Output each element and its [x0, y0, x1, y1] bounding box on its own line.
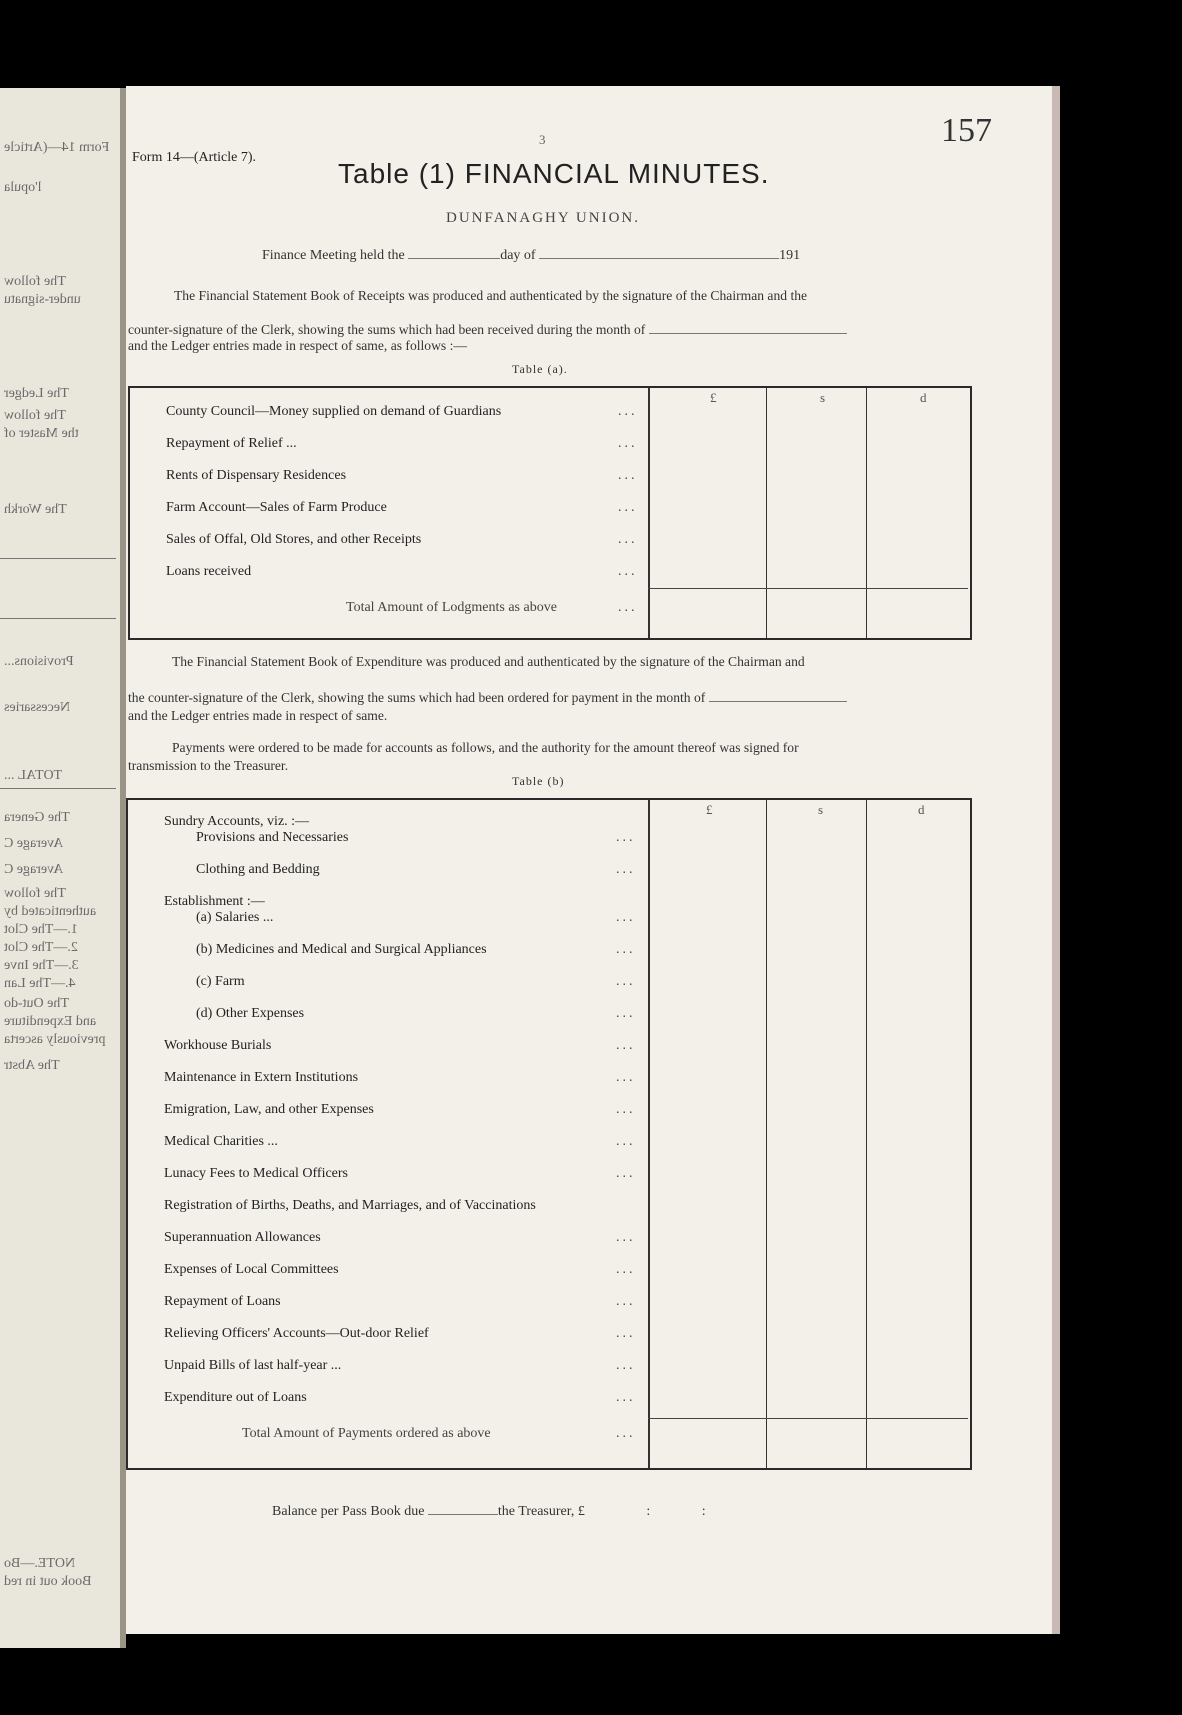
ghost-text: 1.—The Clot — [4, 922, 78, 937]
leader-dots: ... — [616, 830, 636, 845]
ghost-text: Necessaries — [4, 700, 71, 715]
expenditure-paragraph: The Financial Statement Book of Expenditure was produced and authenticated by the signature of the Chairman and — [172, 654, 805, 669]
balance-line — [272, 1504, 706, 1520]
pence-header: d — [918, 802, 925, 817]
payment-row: (a) Salaries ... — [196, 910, 274, 925]
receipts-paragraph: The Financial Statement Book of Receipts was produced and authenticated by the signature of the Chairman and the — [174, 288, 808, 303]
table-a — [128, 386, 972, 640]
leader-dots: ... — [618, 468, 638, 483]
payment-row: Sundry Accounts, viz. :— — [164, 814, 310, 829]
receipts-month-blank[interactable] — [649, 333, 847, 334]
ghost-rule — [0, 618, 116, 619]
leader-dots: ... — [618, 600, 638, 615]
expenditure-month-blank[interactable] — [709, 701, 847, 702]
payment-row: (d) Other Expenses — [196, 1006, 305, 1021]
payment-row: Superannuation Allowances — [164, 1230, 321, 1245]
column-divider — [648, 800, 650, 1468]
shillings-header: s — [820, 390, 826, 405]
meeting-year: 191 — [779, 248, 801, 263]
leader-dots: ... — [616, 1038, 636, 1053]
payment-row: Relieving Officers' Accounts—Out-door Relief — [164, 1326, 429, 1341]
payment-row: Unpaid Bills of last half-year ... — [164, 1358, 342, 1373]
payment-row: Expenses of Local Committees — [164, 1262, 339, 1277]
ghost-text: l'opula — [4, 180, 42, 195]
leader-dots: ... — [616, 1006, 636, 1021]
leader-dots: ... — [618, 436, 638, 451]
leader-dots: ... — [618, 500, 638, 515]
leader-dots: ... — [618, 404, 638, 419]
ghost-text: TOTAL ... — [4, 768, 62, 783]
ghost-text: NOTE.—Bo — [4, 1556, 76, 1571]
receipts-paragraph: and the Ledger entries made in respect of same, as follows :— — [128, 338, 467, 353]
facing-page-edge — [0, 88, 126, 1648]
leader-dots: ... — [616, 1262, 636, 1277]
total-rule — [648, 588, 968, 589]
meeting-line — [262, 248, 800, 264]
leader-dots: ... — [616, 862, 636, 877]
meeting-mid: day of — [500, 248, 536, 263]
ghost-rule — [0, 788, 116, 789]
payments-paragraph: Payments were ordered to be made for accounts as follows, and the authority for the amount thereof was signed for — [172, 740, 799, 755]
ghost-text: The Abstr — [4, 1058, 60, 1073]
ghost-text: The Genera — [4, 810, 70, 825]
payment-row: Medical Charities ... — [164, 1134, 278, 1149]
ghost-text: Form 14—(Article — [4, 140, 110, 155]
receipts-total-label: Total Amount of Lodgments as above — [346, 600, 557, 615]
receipt-row: Repayment of Relief ... — [166, 436, 297, 451]
leader-dots: ... — [616, 974, 636, 989]
payment-row: Lunacy Fees to Medical Officers — [164, 1166, 349, 1181]
day-blank[interactable] — [408, 258, 500, 259]
balance-separator: : — [701, 1504, 706, 1519]
column-divider — [766, 800, 767, 1468]
ghost-text: The follow — [4, 408, 66, 423]
ghost-text: 2.—The Clot — [4, 940, 78, 955]
total-rule — [648, 1418, 968, 1419]
ghost-text: The Ledger — [4, 386, 69, 401]
sheet-number: 3 — [539, 132, 546, 147]
ledger-page — [126, 86, 1060, 1634]
table-b — [126, 798, 972, 1470]
receipt-row: Rents of Dispensary Residences — [166, 468, 347, 483]
leader-dots: ... — [618, 564, 638, 579]
ghost-text: Book out in red — [4, 1574, 92, 1589]
receipt-row: Farm Account—Sales of Farm Produce — [166, 500, 387, 515]
union-name: DUNFANAGHY UNION. — [446, 210, 640, 226]
form-reference: Form 14—(Article 7). — [132, 150, 257, 165]
payment-row: Clothing and Bedding — [196, 862, 320, 877]
ghost-text: 3.—The Inve — [4, 958, 79, 973]
balance-due-blank[interactable] — [428, 1514, 498, 1515]
payment-row: Establishment :— — [164, 894, 265, 909]
ghost-text: The Out-do — [4, 996, 69, 1011]
ghost-text: 4.—The Lan — [4, 976, 76, 991]
leader-dots: ... — [616, 1426, 636, 1441]
receipts-paragraph: counter-signature of the Clerk, showing the sums which had been received during the month of — [128, 322, 847, 338]
page-title: Table (1) FINANCIAL MINUTES. — [338, 158, 770, 189]
leader-dots: ... — [616, 1102, 636, 1117]
leader-dots: ... — [616, 1166, 636, 1181]
ghost-text: Average C — [4, 862, 64, 877]
column-divider — [866, 800, 867, 1468]
leader-dots: ... — [618, 532, 638, 547]
payment-row: Maintenance in Extern Institutions — [164, 1070, 359, 1085]
leader-dots: ... — [616, 1358, 636, 1373]
leader-dots: ... — [616, 1070, 636, 1085]
payment-row: Provisions and Necessaries — [196, 830, 349, 845]
pence-header: d — [920, 390, 927, 405]
column-divider — [648, 388, 650, 638]
payments-paragraph: transmission to the Treasurer. — [128, 758, 289, 773]
ghost-text: authenticated by — [4, 904, 97, 919]
column-divider — [866, 388, 867, 638]
expenditure-paragraph: the counter-signature of the Clerk, showing the sums which had been ordered for payment in the month of — [128, 690, 847, 706]
page-number: 157 — [941, 112, 992, 149]
balance-mid: the Treasurer, £ — [497, 1504, 585, 1519]
ghost-text: The follow — [4, 274, 66, 289]
meeting-prefix: Finance Meeting held the — [262, 248, 405, 263]
ghost-text: under-signatu — [4, 292, 81, 307]
payment-row: Workhouse Burials — [164, 1038, 272, 1053]
pounds-header: £ — [706, 802, 713, 817]
leader-dots: ... — [616, 910, 636, 925]
leader-dots: ... — [616, 1230, 636, 1245]
leader-dots: ... — [616, 942, 636, 957]
payment-row: Registration of Births, Deaths, and Marriages, and of Vaccinations — [164, 1198, 536, 1213]
leader-dots: ... — [616, 1390, 636, 1405]
ghost-text: and Expenditure — [4, 1014, 97, 1029]
leader-dots: ... — [616, 1134, 636, 1149]
receipt-row: Loans received — [166, 564, 252, 579]
receipt-row: Sales of Offal, Old Stores, and other Receipts — [166, 532, 422, 547]
ghost-text: previously ascerta — [4, 1032, 106, 1047]
balance-prefix: Balance per Pass Book due — [272, 1504, 425, 1519]
payment-row: Repayment of Loans — [164, 1294, 281, 1309]
ghost-rule — [0, 558, 116, 559]
column-divider — [766, 388, 767, 638]
ghost-text: Average C — [4, 836, 64, 851]
shillings-header: s — [818, 802, 824, 817]
ghost-text: The follow — [4, 886, 66, 901]
payment-row: (b) Medicines and Medical and Surgical Appliances — [196, 942, 487, 957]
payment-row: (c) Farm — [196, 974, 245, 989]
payments-total-label: Total Amount of Payments ordered as above — [242, 1426, 491, 1441]
pounds-header: £ — [710, 390, 717, 405]
balance-separator: : — [646, 1504, 651, 1519]
leader-dots: ... — [616, 1326, 636, 1341]
expenditure-paragraph: and the Ledger entries made in respect of same. — [128, 708, 388, 723]
month-blank[interactable] — [539, 258, 779, 259]
receipt-row: County Council—Money supplied on demand of Guardians — [166, 404, 502, 419]
ghost-text: Provisions... — [4, 654, 74, 669]
ghost-text: The Workh — [4, 502, 67, 517]
table-b-caption: Table (b) — [512, 774, 565, 788]
table-a-caption: Table (a). — [512, 362, 568, 376]
ghost-text: the Master of — [4, 426, 79, 441]
payment-row: Emigration, Law, and other Expenses — [164, 1102, 374, 1117]
payment-row: Expenditure out of Loans — [164, 1390, 307, 1405]
leader-dots: ... — [616, 1294, 636, 1309]
